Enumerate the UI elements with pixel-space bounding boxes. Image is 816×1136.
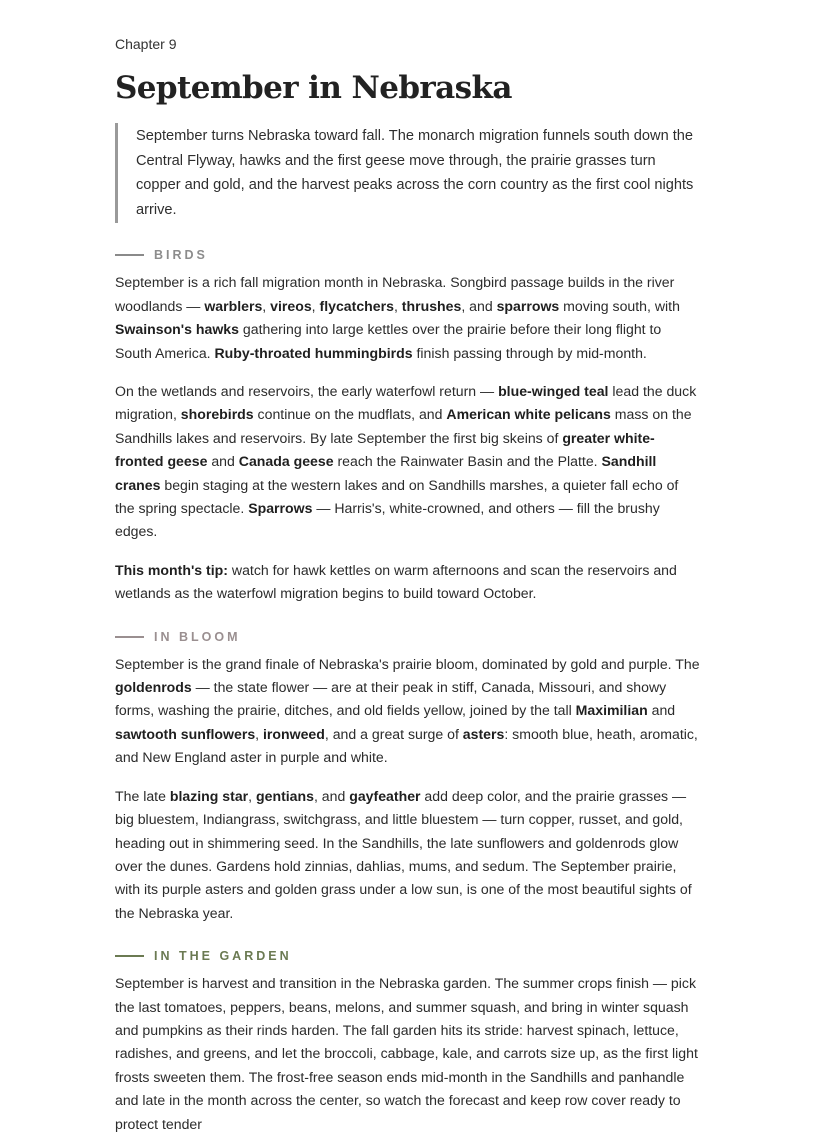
text-run: September is harvest and transition in the Nebraska garden. The summer crops finish — pick the last tomatoes, peppers, beans, melons, and summer squash, and bring in winter squash and pumpkins as their rinds harden. The fall garden hits its stride: harvest spinach, lettuce, radishes, and greens, and let the broccoli, cabbage, kale, and carrots size up, as the first light frosts sweeten them. The frost-free season ends mid-month in the Sandhills and panhandle and late in the month across the center, so watch the forecast and keep row cover ready to protect tender bbox=[115, 975, 698, 1132]
paragraph bbox=[115, 785, 701, 925]
section-birds bbox=[115, 245, 701, 605]
tip-paragraph bbox=[115, 559, 701, 606]
section-heading-label: IN BLOOM bbox=[154, 629, 241, 644]
text-run: , bbox=[393, 297, 402, 314]
bold-term: Maximilian bbox=[575, 702, 648, 719]
text-run: The late bbox=[115, 787, 170, 804]
text-run: begin staging at the western lakes and on Sandhills marshes, a quieter fall echo of the spring spectacle. bbox=[115, 476, 679, 517]
bold-term: goldenrods bbox=[115, 679, 192, 696]
bold-term: ironweed bbox=[263, 725, 325, 742]
text-run: : smooth blue, heath, aromatic, and New England aster in purple and white. bbox=[115, 725, 698, 766]
bold-term: Canada geese bbox=[238, 453, 334, 470]
text-run: moving south, with bbox=[559, 297, 680, 314]
bold-term: blazing star bbox=[169, 787, 249, 804]
bold-term: gayfeather bbox=[349, 787, 421, 804]
bold-term: greater white-fronted geese bbox=[115, 429, 655, 470]
bold-term: American white pelicans bbox=[446, 406, 611, 423]
text-run: , and bbox=[313, 787, 350, 804]
heading-rule bbox=[115, 254, 144, 256]
bold-term: Sparrows bbox=[248, 500, 313, 517]
intro-text: September turns Nebraska toward fall. The monarch migration funnels south down the Central Flyway, hawks and the first geese move through, the prairie grasses turn copper and gold, and the harvest peaks across the corn country as the first cool nights arrive. bbox=[136, 128, 694, 218]
bold-term: blue-winged teal bbox=[498, 383, 609, 399]
bold-term: vireos bbox=[270, 297, 312, 314]
section-heading bbox=[115, 627, 701, 647]
section-heading bbox=[115, 245, 701, 265]
section-heading bbox=[115, 946, 701, 966]
text-run: September is the grand finale of Nebraska's prairie bloom, dominated by gold and purple. The bbox=[115, 655, 700, 672]
text-run: September is a rich fall migration month in Nebraska. Songbird passage builds in the river woodlands — bbox=[115, 274, 675, 314]
text-run: watch for hawk kettles on warm afternoons and scan the reservoirs and wetlands as the waterfowl migration begins to build toward October. bbox=[115, 561, 677, 602]
page-title: September in Nebraska bbox=[115, 70, 512, 106]
bold-term: This month's tip: bbox=[115, 561, 228, 578]
bold-term: thrushes bbox=[401, 297, 462, 314]
section-heading-label: IN THE GARDEN bbox=[154, 949, 292, 964]
paragraph bbox=[115, 972, 701, 1136]
text-run: and bbox=[207, 453, 239, 470]
bold-term: flycatchers bbox=[319, 297, 394, 314]
bold-term: Sandhill cranes bbox=[115, 453, 657, 493]
text-run: , bbox=[248, 787, 257, 804]
text-run: , bbox=[262, 297, 271, 314]
text-run: finish passing through by mid-month. bbox=[412, 344, 647, 361]
text-run: and bbox=[647, 702, 676, 719]
paragraph bbox=[115, 653, 701, 770]
text-run: , bbox=[311, 297, 320, 314]
section-heading-label: BIRDS bbox=[154, 248, 208, 263]
text-run: mass on the Sandhills lakes and reservoirs. By late September the first big skeins of bbox=[115, 406, 692, 446]
text-run: reach the Rainwater Basin and the Platte. bbox=[333, 453, 602, 470]
intro-blockquote bbox=[115, 123, 701, 223]
chapter-label: Chapter 9 bbox=[115, 36, 177, 52]
bold-term: gentians bbox=[256, 787, 314, 804]
heading-rule bbox=[115, 636, 144, 638]
text-run: add deep color, and the prairie grasses — big bluestem, Indiangrass, switchgrass, and little bluestem — turn copper, russet, and gold, heading out in shimmering seed. In the Sandhills, the late sunflowers and goldenrods glow over the dunes. Gardens hold zinnias, dahlias, mums, and sedum. The September prairie, with its purple asters and golden grass under a low sun, is one of the most beautiful sights of the Nebraska year. bbox=[115, 787, 692, 921]
text-run: continue on the mudflats, and bbox=[253, 406, 447, 423]
paragraph bbox=[115, 271, 701, 365]
section-in-bloom bbox=[115, 627, 701, 925]
paragraph bbox=[115, 380, 701, 544]
text-run: , and a great surge of bbox=[324, 725, 463, 742]
bold-term: asters bbox=[462, 725, 505, 742]
bold-term: shorebirds bbox=[180, 406, 254, 423]
bold-term: warblers bbox=[204, 297, 263, 314]
bold-term: Swainson's hawks bbox=[115, 321, 239, 338]
text-run: , bbox=[255, 725, 264, 742]
text-run: On the wetlands and reservoirs, the early waterfowl return — bbox=[115, 383, 499, 399]
text-run: — Harris's, white-crowned, and others — fill the brushy edges. bbox=[115, 500, 660, 540]
bold-term: Ruby-throated hummingbirds bbox=[214, 344, 413, 361]
section-in-the-garden bbox=[115, 946, 701, 1136]
bold-term: sparrows bbox=[496, 297, 560, 314]
heading-rule bbox=[115, 955, 144, 957]
text-run: — the state flower — are at their peak in stiff, Canada, Missouri, and showy forms, washing the prairie, ditches, and old fields yellow, joined by the tall bbox=[115, 679, 667, 719]
text-run: gathering into large kettles over the prairie before their long flight to South America. bbox=[115, 321, 662, 361]
text-run: lead the duck migration, bbox=[115, 383, 697, 423]
bold-term: sawtooth sunflowers bbox=[115, 725, 256, 742]
text-run: , and bbox=[461, 297, 497, 314]
